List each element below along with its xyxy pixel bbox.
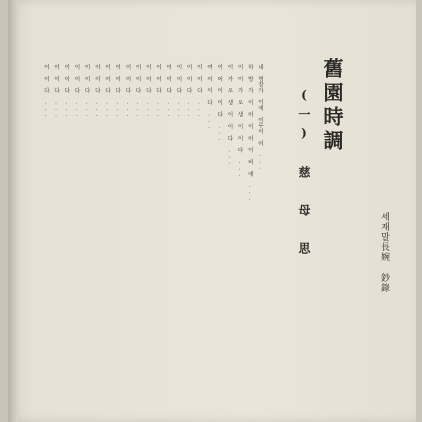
body-line: 이 이 다 ... xyxy=(165,64,172,119)
body-line: 이 이 다 ... xyxy=(185,64,192,119)
body-line: 이 어 이 이 다 ... xyxy=(216,64,223,142)
page-fold xyxy=(8,0,18,422)
body-line: 이 이 가 오 생 이 이 다 ... xyxy=(236,64,243,178)
body-line: 이 이 다 ... xyxy=(73,64,80,119)
body-line: 이 이 다 ... xyxy=(83,64,90,119)
body-line: 이 이 다 ... xyxy=(93,64,100,119)
author-credit: 세재말長婉 鈔錄 xyxy=(379,212,389,293)
body-line: 이 이 다 ... xyxy=(63,64,70,119)
body-line: 내 명장가 이에 이루이 어 ... xyxy=(257,64,263,171)
body-line: 이 이 다 ... xyxy=(53,64,59,119)
body-line: 이 이 다 ... xyxy=(155,64,161,119)
body-line: 이 이 다 ... xyxy=(195,64,202,119)
body-line: 하 방 가 이 어 이 어 이 비 에 ... xyxy=(246,64,253,202)
section-heading: (一) 慈 母 思 xyxy=(297,88,311,260)
body-line: 이 이 다 ... xyxy=(124,64,131,119)
body-line: 이 이 다 ... xyxy=(42,64,49,119)
body-line: 이 이 다 ... xyxy=(104,64,110,119)
body-line: 이 이 다 ... xyxy=(144,64,151,119)
book-page xyxy=(8,0,416,422)
body-line: 이 이 다 ... xyxy=(114,64,121,119)
body-line: 여 이 이 다 ... xyxy=(206,64,212,131)
body-line: 이 이 다 ... xyxy=(134,64,141,119)
body-line: 이 이 다 ... xyxy=(175,64,182,119)
body-line: 이 가 오 생 이 이 다 ... xyxy=(226,64,233,166)
page-title: 舊園時調 xyxy=(320,58,344,154)
